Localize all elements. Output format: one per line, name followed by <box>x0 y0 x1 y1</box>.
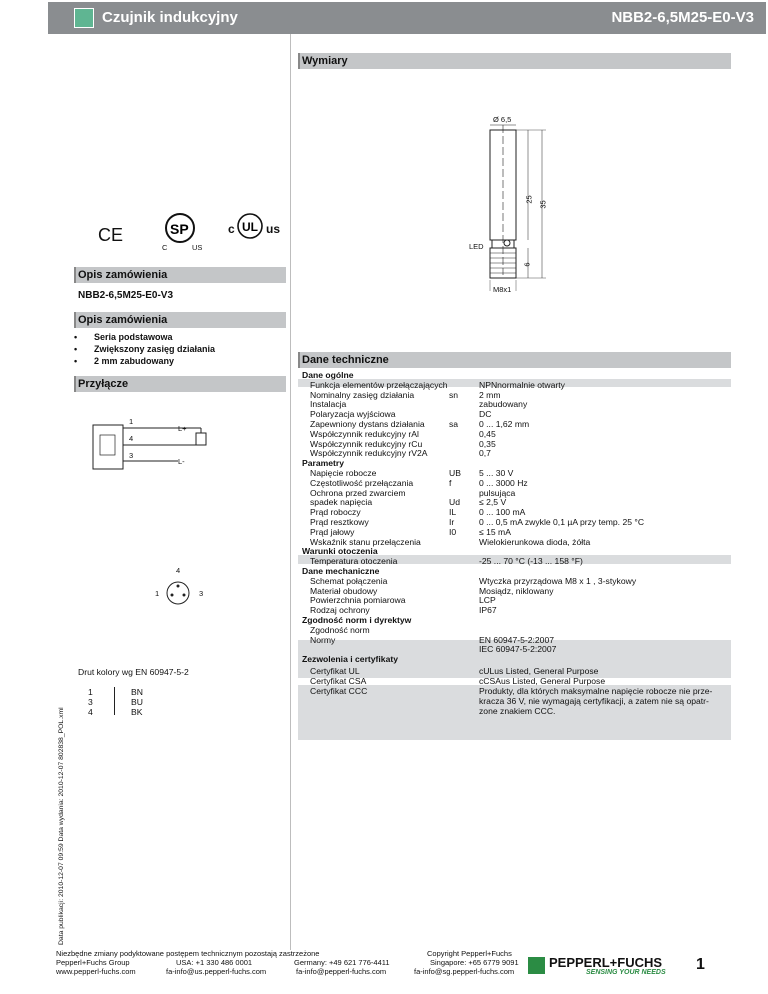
tech-label: Materiał obudowy <box>310 585 378 596</box>
tech-value: cCSAus Listed, General Purpose <box>479 676 606 687</box>
tech-category: Zgodność norm i dyrektyw <box>302 615 412 625</box>
wire-pin-4: 4 <box>129 434 134 443</box>
footer-de-mail: fa-info@pepperl-fuchs.com <box>296 967 387 976</box>
section-dane-techniczne: Dane techniczne <box>298 352 731 368</box>
tech-label: Wskaźnik stanu przełączenia <box>310 536 421 547</box>
wire-color-pin: 1 <box>88 687 93 697</box>
tech-category: Dane ogólne <box>302 370 354 380</box>
ce-mark-icon: CE <box>98 225 124 245</box>
tech-label: Prąd resztkowy <box>310 517 369 527</box>
wire-colors-title: Drut kolory wg EN 60947-5-2 <box>78 667 189 677</box>
ul-mark-icon <box>236 212 266 242</box>
tech-label: Napięcie robocze <box>310 468 377 478</box>
tech-label: Zapewniony dystans działania <box>310 419 425 429</box>
publication-info: Data publikacji: 2010-12-07 09:59 Data wydania: 2010-12-07 802838_POL.xml <box>58 707 65 945</box>
conn-pin-3: 3 <box>199 589 204 598</box>
wire-lplus: L+ <box>178 424 187 433</box>
tech-value: Wielokierunkowa dioda, żółta <box>479 536 591 547</box>
tech-value: 5 ... 30 V <box>479 468 514 478</box>
tech-value: cULus Listed, General Purpose <box>479 666 599 677</box>
feature-item: • Zwiększony zasięg działania <box>74 343 215 355</box>
page-title: Czujnik indukcyjny <box>102 9 238 26</box>
tech-value: IEC 60947-5-2:2007 <box>479 644 557 655</box>
conn-pin-4: 4 <box>176 566 181 575</box>
page-number: 1 <box>696 956 705 973</box>
tech-symbol: sn <box>449 389 459 400</box>
section-przylacze: Przyłącze <box>74 376 286 392</box>
tech-value: 0,35 <box>479 438 496 449</box>
dim-thread: M8x1 <box>493 285 512 294</box>
section-wymiary: Wymiary <box>298 53 731 69</box>
tech-value: 0,45 <box>479 428 496 439</box>
wire-pin-3: 3 <box>129 451 134 460</box>
footer-sg-mail: fa-info@sg.pepperl-fuchs.com <box>414 967 515 976</box>
tech-category: Dane mechaniczne <box>302 566 380 576</box>
footer-group: Pepperl+Fuchs Group <box>56 958 130 967</box>
wire-colors-divider <box>114 687 115 715</box>
tech-label: Funkcja elementów przełączających <box>310 379 448 390</box>
footer-note: Niezbędne zmiany podyktowane postępem technicznym pozostają zastrzeżone <box>56 949 320 958</box>
tech-label: Współczynnik redukcyjny rAl <box>310 428 419 439</box>
wire-color-pin: 4 <box>88 707 93 717</box>
csa-us: US <box>192 243 203 252</box>
conn-pin-1: 1 <box>155 589 160 598</box>
tech-symbol: f <box>449 477 452 488</box>
tech-value: 2 mm <box>479 389 501 400</box>
tech-label: Zgodność norm <box>310 624 370 635</box>
product-model: NBB2-6,5M25-E0-V3 <box>611 9 754 26</box>
tech-value: zone znakiem CCC. <box>479 705 556 716</box>
tech-label: Certyfikat CCC <box>310 686 368 696</box>
tech-symbol: I0 <box>449 526 457 537</box>
connector-pinout-icon <box>163 578 193 608</box>
dim-6: 6 <box>522 262 532 267</box>
footer-web: www.pepperl-fuchs.com <box>56 967 136 976</box>
tech-label: Prąd jałowy <box>310 526 355 537</box>
wire-color-name: BK <box>131 707 143 717</box>
tech-label: Temperatura otoczenia <box>310 556 398 567</box>
wiring-diagram <box>88 415 228 475</box>
footer-usa: USA: +1 330 486 0001 <box>176 958 253 967</box>
tech-value: 0 ... 1,62 mm <box>479 419 530 429</box>
section-opis-zamowienia: Opis zamówienia <box>74 267 286 283</box>
tech-value: 0,7 <box>479 448 491 459</box>
tech-category: Warunki otoczenia <box>302 546 378 557</box>
footer-copyright: Copyright Pepperl+Fuchs <box>427 949 512 958</box>
wire-pin-1: 1 <box>129 417 134 426</box>
tech-label: Polaryzacja wyjściowa <box>310 409 396 420</box>
brand-name: PEPPERL+FUCHS <box>549 955 663 970</box>
column-divider <box>290 34 291 950</box>
tech-value: LCP <box>479 595 496 606</box>
dim-35: 35 <box>538 200 548 209</box>
footer-de: Germany: +49 621 776-4411 <box>294 958 390 967</box>
dim-25: 25 <box>524 195 534 204</box>
tech-symbol: UB <box>449 468 461 478</box>
svg-text:UL: UL <box>242 220 258 234</box>
tech-value: -25 ... 70 °C (-13 ... 158 °F) <box>479 556 583 567</box>
feature-item: • 2 mm zabudowany <box>74 355 215 367</box>
tech-value: Wtyczka przyrządowa M8 x 1 , 3-stykowy <box>479 575 637 586</box>
wire-color-name: BU <box>131 697 143 707</box>
tech-label: Instalacja <box>310 399 347 410</box>
wire-color-name: BN <box>131 687 143 697</box>
feature-item: • Seria podstawowa <box>74 331 215 343</box>
header-logo-square <box>74 8 94 28</box>
section-opis-zamowienia-2: Opis zamówienia <box>74 312 286 328</box>
order-code: NBB2-6,5M25-E0-V3 <box>78 290 174 301</box>
tech-label: Prąd roboczy <box>310 507 361 518</box>
tech-symbol: Ud <box>449 497 460 508</box>
tech-value: Mosiądz, niklowany <box>479 585 554 596</box>
dim-diameter: Ø 6,5 <box>493 115 512 124</box>
tech-label: spadek napięcia <box>310 497 373 508</box>
tech-label: Schemat połączenia <box>310 575 388 586</box>
tech-value: NPNnormalnie otwarty <box>479 379 565 390</box>
tech-label: Rodzaj ochrony <box>310 605 370 616</box>
tech-label: Powierzchnia pomiarowa <box>310 595 406 606</box>
csa-c: C <box>162 243 168 252</box>
tech-label: Certyfikat UL <box>310 666 360 677</box>
tech-category: Parametry <box>302 458 345 469</box>
tech-label: Ochrona przed zwarciem <box>310 487 406 498</box>
brand-logo-icon <box>528 957 545 974</box>
footer-sg: Singapore: +65 6779 9091 <box>430 958 519 967</box>
tech-value: ≤ 2,5 V <box>479 497 507 508</box>
tech-label: Normy <box>310 634 336 645</box>
tech-label: Nominalny zasięg działania <box>310 389 415 400</box>
dim-led: LED <box>469 242 484 251</box>
tech-value: kracza 36 V, nie wymagają certyfikacji, a zatem nie są opatr- <box>479 695 709 706</box>
ul-c: c <box>228 222 235 236</box>
header-bar <box>48 2 766 34</box>
tech-value: zabudowany <box>479 399 528 410</box>
brand-slogan: SENSING YOUR NEEDS <box>586 969 666 976</box>
tech-label: Częstotliwość przełączania <box>310 477 414 488</box>
tech-value: Produkty, dla których maksymalne napięcie robocze nie prze- <box>479 686 713 696</box>
tech-label: Współczynnik redukcyjny rCu <box>310 438 423 449</box>
tech-symbol: IL <box>449 507 457 518</box>
tech-value: 0 ... 3000 Hz <box>479 477 528 488</box>
wire-lminus: L- <box>178 457 185 466</box>
tech-value: EN 60947-5-2:2007 <box>479 634 555 645</box>
tech-symbol: sa <box>449 419 459 429</box>
tech-value: IP67 <box>479 605 497 616</box>
feature-list <box>74 331 215 367</box>
tech-value: ≤ 15 mA <box>479 526 511 537</box>
tech-value: 0 ... 100 mA <box>479 507 526 518</box>
svg-text:SP: SP <box>170 221 189 237</box>
footer-usa-mail: fa-info@us.pepperl-fuchs.com <box>166 967 267 976</box>
tech-label: Certyfikat CSA <box>310 676 367 687</box>
tech-value: pulsująca <box>479 487 516 498</box>
tech-value: DC <box>479 409 492 420</box>
tech-symbol: Ir <box>449 517 455 527</box>
tech-category: Zezwolenia i certyfikaty <box>302 653 398 664</box>
ul-us: us <box>266 222 281 236</box>
tech-label: Współczynnik redukcyjny rV2A <box>310 448 428 459</box>
wire-color-pin: 3 <box>88 697 93 707</box>
tech-value: 0 ... 0,5 mA zwykle 0,1 µA przy temp. 25 °C <box>479 517 645 527</box>
